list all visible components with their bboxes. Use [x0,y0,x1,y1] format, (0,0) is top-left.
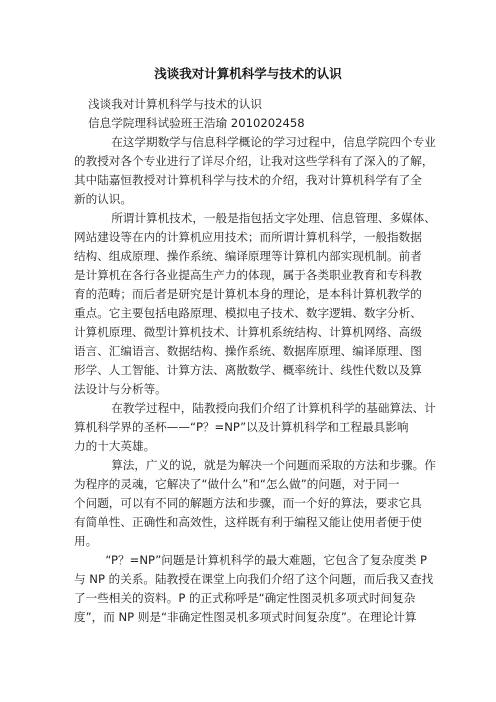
text-line: 与 NP 的关系。陆教授在课堂上向我们介绍了这个问题，而后我又查找 [74,572,434,586]
text-line: 信息学院理科试验班王浩瑜 2010202458 [88,116,305,130]
text-line: 在这学期数学与信息科学概论的学习过程中，信息学院四个专业 [111,135,436,149]
text-line: 网站建设等在内的计算机应用技术；而所谓计算机科学，一般指数据 [74,230,422,244]
text-line: “P？=NP”问题是计算机科学的最大难题，它包含了复杂度类 P [105,553,427,567]
text-line: 重点。它主要包括电路原理、模拟电子技术、数字逻辑、数字分析、 [74,306,422,320]
text-line: 浅谈我对计算机科学与技术的认识 [88,97,262,111]
text-line: 结构、组成原理、操作系统、编译原理等计算机内部实现机制。前者 [74,249,422,263]
text-line: 是计算机在各行各业提高生产力的体现，属于各类职业教育和专科教 [74,268,422,282]
text-line: 形学、人工智能、计算方法、离散数学、概率统计、线性代数以及算 [74,363,422,377]
text-line: 度”，而 NP 则是“非确定性图灵机多项式时间复杂度”。在理论计算 [74,610,417,624]
text-line: 在教学过程中，陆教授向我们介绍了计算机科学的基础算法、计 [111,401,436,415]
text-line: 力的十大英雄。 [74,439,156,453]
text-line: 其中陆嘉恒教授对计算机科学与技术的介绍，我对计算机科学有了全 [74,173,422,187]
document-title: 浅谈我对计算机科学与技术的认识 [154,66,342,81]
text-line: 计算机原理、微型计算机技术、计算机系统结构、计算机网络、高级 [74,325,422,339]
text-line: 算法，广义的说，就是为解决一个问题而采取的方法和步骤。作 [111,458,436,472]
text-line: 语言、汇编语言、数据结构、操作系统、数据库原理、编译原理、图 [74,344,422,358]
text-line: 有简单性、正确性和高效性，这样既有利于编程又能让使用者便于使 [74,515,422,529]
text-line: 育的范畴；而后者是研究是计算机本身的理论，是本科计算机教学的 [74,287,422,301]
text-line: 个问题，可以有不同的解题方法和步骤，而一个好的算法，要求它具 [74,496,422,510]
text-line: 为程序的灵魂，它解决了“做什么”和“怎么做”的问题，对于同一 [74,477,400,491]
text-line: 算机科学界的圣杯——“P？=NP”以及计算机科学和工程最具影响 [74,420,409,434]
text-line: 的教授对各个专业进行了详尽介绍，让我对这些学科有了深入的了解， [74,154,434,168]
text-line: 用。 [74,534,98,548]
text-line: 法设计与分析等。 [74,382,167,396]
text-line: 了一些相关的资料。P 的正式称呼是“确定性图灵机多项式时间复杂 [74,591,416,605]
document-body [74,95,436,627]
text-line: 所谓计算机技术，一般是指包括文字处理、信息管理、多媒体、 [111,211,436,225]
text-line: 新的认识。 [74,192,132,206]
